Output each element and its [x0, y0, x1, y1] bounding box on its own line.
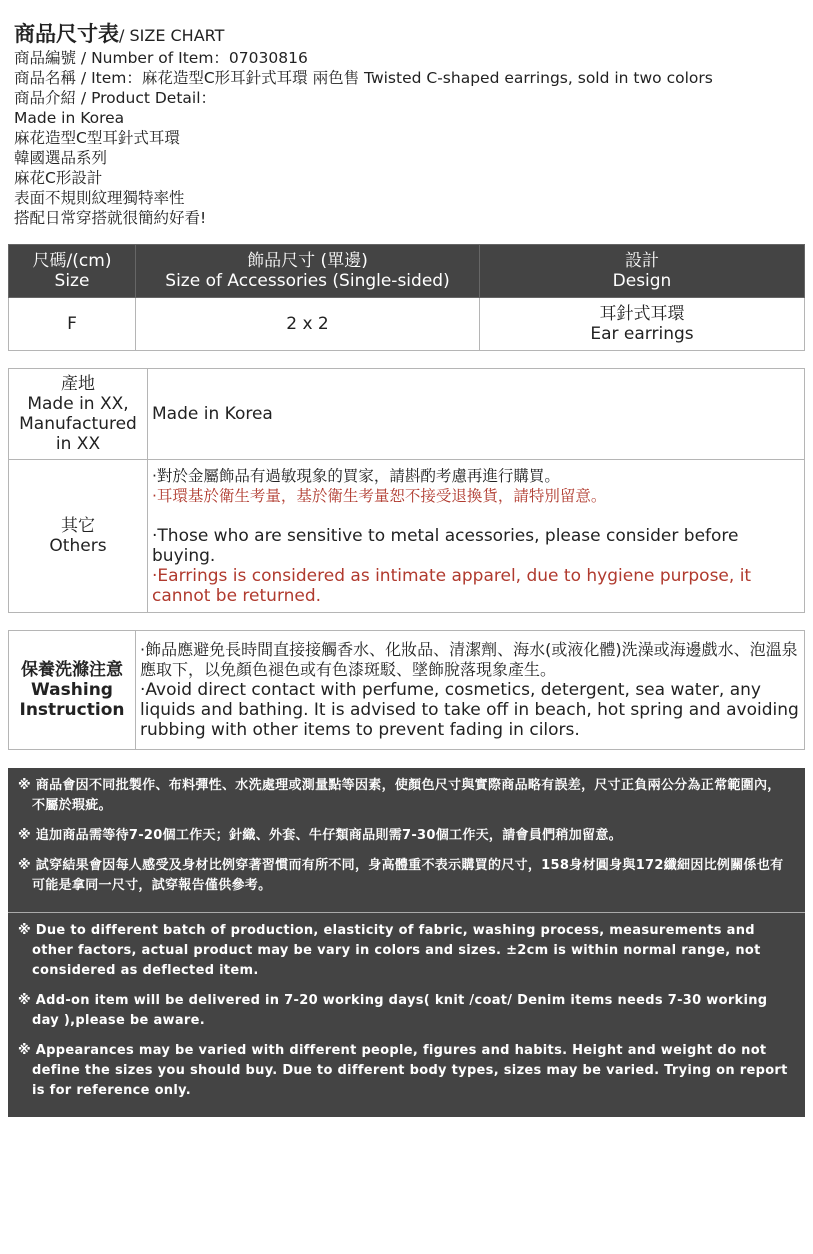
accessory-size-value: 2 x 2 — [136, 298, 480, 351]
detail-line: Made in Korea — [14, 109, 125, 127]
origin-label-zh: 產地 — [61, 374, 95, 394]
others-label — [9, 460, 148, 613]
notes-panel — [8, 768, 805, 1117]
product-detail-label: 商品介紹 / Product Detail： — [14, 89, 217, 107]
header-size — [9, 245, 136, 298]
washing-label-en: Instruction — [19, 700, 125, 720]
washing-row — [9, 631, 805, 750]
note-zh: ※ 追加商品需等待7-20個工作天；針織、外套、牛仔類商品則需7-30個工作天，請會員們稍加留意。 — [18, 828, 622, 843]
others-value — [148, 460, 805, 613]
header-accessory-zh: 飾品尺寸 (單邊) — [247, 251, 368, 271]
washing-table — [8, 630, 805, 750]
note-en: ※ Due to different batch of production, elasticity of fabric, washing process, measurements and other factors, actual product may be vary in colors and sizes. ±2cm is within normal range, not considered as deflected item. — [18, 923, 761, 978]
header-design — [480, 245, 805, 298]
size-table-header — [9, 245, 805, 298]
others-note-en: ·Those who are sensitive to metal acessories, please consider before buying. — [152, 526, 739, 566]
note-en: ※ Add-on item will be delivered in 7-20 working days( knit /coat/ Denim items needs 7-30 working day ),please be aware. — [18, 993, 768, 1028]
size-table — [8, 244, 805, 351]
washing-value — [136, 631, 805, 750]
page-title — [14, 18, 224, 48]
detail-line: 麻花C形設計 — [14, 169, 103, 187]
detail-line: 韓國選品系列 — [14, 149, 108, 167]
item-name: 商品名稱 / Item：麻花造型C形耳針式耳環 兩色售 Twisted C-shaped earrings, sold in two colors — [14, 69, 713, 87]
detail-line: 麻花造型C型耳針式耳環 — [14, 129, 180, 147]
washing-label-en: Washing — [31, 680, 113, 700]
others-note-en-warning: ·Earrings is considered as intimate apparel, due to hygiene purpose, it cannot be returned. — [152, 566, 752, 606]
others-row — [9, 460, 805, 613]
item-number: 商品編號 / Number of Item：07030816 — [14, 49, 308, 67]
design-value — [480, 298, 805, 351]
detail-line: 表面不規則紋理獨特率性 — [14, 189, 185, 207]
header-accessory-en: Size of Accessories (Single-sided) — [165, 271, 450, 291]
note-zh: ※ 試穿結果會因每人感受及身材比例穿著習慣而有所不同，身高體重不表示購買的尺寸，158身材圓身與172纖細因比例關係也有可能是拿同一尺寸，試穿報告僅供參考。 — [18, 858, 784, 893]
title-subtitle: / SIZE CHART — [119, 26, 225, 45]
others-label-zh: 其它 — [61, 516, 95, 536]
washing-label — [9, 631, 136, 750]
origin-label — [9, 369, 148, 460]
note-zh: ※ 商品會因不同批製作、布料彈性、水洗處理或測量點等因素，使顏色尺寸與實際商品略有誤差，尺寸正負兩公分為正常範圍內，不屬於瑕疵。 — [18, 778, 781, 813]
header-size-zh: 尺碼/(cm) — [32, 251, 112, 271]
origin-label-en: Made in XX, — [27, 394, 129, 414]
product-info — [14, 48, 713, 228]
washing-note-zh: ·飾品應避免長時間直接接觸香水、化妝品、清潔劑、海水(或液化體)洗澡或海邊戲水、泡溫泉應取下，以免顏色褪色或有色漆斑駁、墜飾脫落現象產生。 — [140, 640, 798, 679]
design-en: Ear earrings — [590, 324, 694, 344]
origin-row — [9, 369, 805, 460]
table-row — [9, 298, 805, 351]
origin-label-en: Manufactured — [19, 414, 137, 434]
title-main: 商品尺寸表 — [14, 22, 119, 46]
design-zh: 耳針式耳環 — [599, 304, 685, 324]
washing-label-zh: 保養洗滌注意 — [21, 660, 123, 680]
notes-zh — [8, 768, 805, 913]
size-value: F — [9, 298, 136, 351]
origin-label-en: in XX — [55, 434, 101, 454]
washing-note-en: ·Avoid direct contact with perfume, cosmetics, detergent, sea water, any liquids and bathing. It is advised to take off in beach, hot spring and avoiding rubbing with other items to prevent fading in cilors. — [140, 680, 799, 740]
others-note-zh: ·對於金屬飾品有過敏現象的買家，請斟酌考慮再進行購買。 — [152, 467, 560, 485]
header-size-en: Size — [54, 271, 90, 291]
others-label-en: Others — [49, 536, 107, 556]
header-design-en: Design — [612, 271, 672, 291]
header-accessory-size — [136, 245, 480, 298]
note-en: ※ Appearances may be varied with different people, figures and habits. Height and weight do not define the sizes you should buy. Due to different body types, sizes may be varied. Trying on report is for reference only. — [18, 1043, 788, 1098]
origin-value: Made in Korea — [148, 369, 805, 460]
others-note-zh-warning: ·耳環基於衛生考量，基於衛生考量恕不接受退換貨，請特別留意。 — [152, 487, 607, 505]
header-design-zh: 設計 — [625, 251, 659, 271]
notes-en — [8, 913, 805, 1117]
detail-line: 搭配日常穿搭就很簡約好看! — [14, 209, 207, 227]
origin-table — [8, 368, 805, 613]
